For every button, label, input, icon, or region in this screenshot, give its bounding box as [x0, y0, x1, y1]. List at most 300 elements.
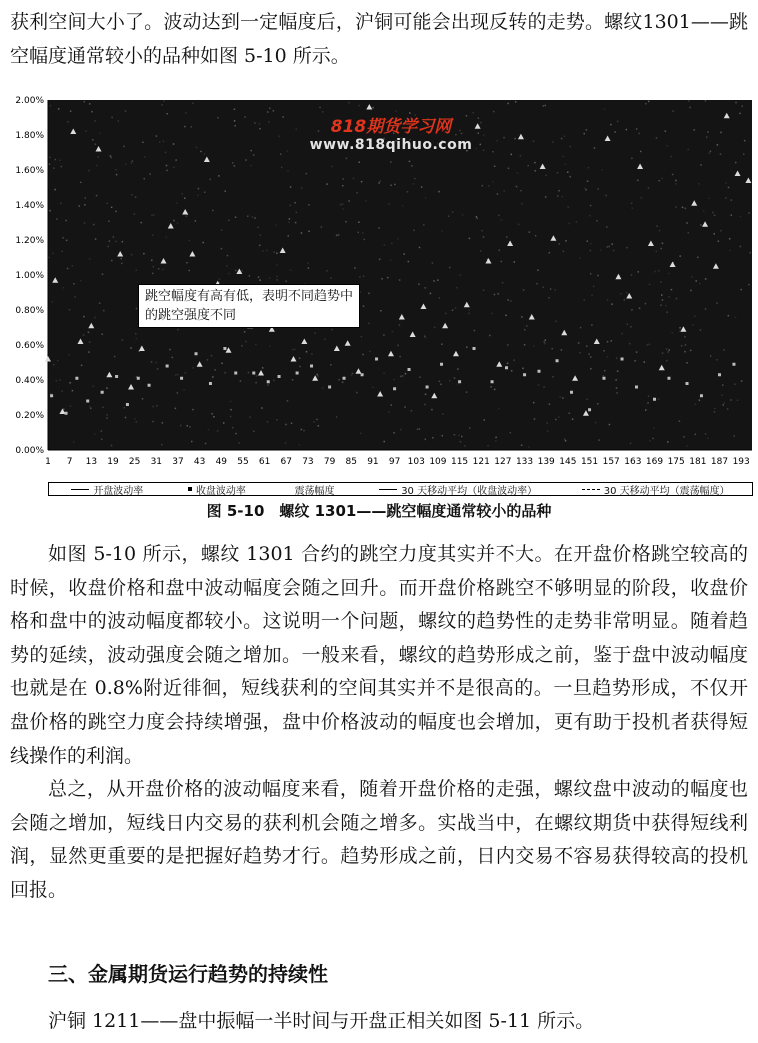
y-tick-label: 0.00%: [15, 446, 44, 456]
texture-speck: [275, 224, 277, 226]
texture-speck: [294, 202, 296, 204]
texture-speck: [267, 421, 269, 423]
texture-speck: [152, 234, 154, 236]
texture-speck: [725, 182, 727, 184]
texture-speck: [212, 376, 214, 378]
texture-speck: [514, 138, 516, 140]
texture-speck: [65, 220, 67, 222]
texture-speck: [49, 163, 51, 165]
texture-speck: [497, 193, 499, 195]
x-tick-label: 19: [107, 457, 119, 467]
texture-speck: [152, 266, 154, 268]
x-tick-label: 127: [494, 457, 512, 467]
texture-speck: [666, 311, 668, 313]
texture-speck: [290, 186, 292, 188]
texture-speck: [280, 153, 282, 155]
texture-speck: [425, 337, 427, 339]
texture-speck: [675, 183, 677, 185]
texture-speck: [278, 135, 280, 137]
texture-speck: [311, 353, 313, 355]
texture-speck: [209, 179, 211, 181]
texture-speck: [584, 299, 586, 301]
texture-speck: [317, 375, 319, 377]
texture-speck: [89, 341, 91, 343]
texture-speck: [647, 344, 649, 346]
texture-speck: [381, 278, 383, 280]
texture-speck: [383, 373, 385, 375]
texture-speck: [234, 125, 236, 127]
texture-speck: [287, 400, 289, 402]
texture-speck: [590, 368, 592, 370]
texture-speck: [734, 383, 736, 385]
x-tick-label: 67: [280, 457, 293, 467]
legend-item-range: [291, 482, 335, 497]
texture-speck: [457, 383, 459, 385]
texture-speck: [631, 203, 633, 205]
texture-speck: [56, 380, 58, 382]
texture-speck: [136, 338, 138, 340]
texture-speck: [186, 262, 188, 264]
texture-speck: [74, 296, 76, 298]
body-paragraph: 如图 5-10 所示，螺纹 1301 合约的跳空力度其实并不大。在开盘价格跳空较高的时候，收盘价格和盘中波动幅度会随之回升。而开盘价格跳空不够明显的阶段，收盘价格和盘中的波动幅度都较小。这说明一个问题，螺纹的趋势性的走势非常明显。随着趋势的延续，波动强度会随之增加。一般来看，螺纹的趋势形成之前，鉴于盘中波动幅度也就是在 0.8%附近徘徊，短线获利的空间其实并不是很高的。一旦趋势形成，不仅开盘价格的跳空力度会持续增强，盘中价格波动的幅度也会增加，更有助于投机者获得短线操作的利润。: [10, 543, 748, 767]
texture-speck: [204, 191, 206, 193]
close-point: [523, 373, 526, 376]
texture-speck: [125, 110, 127, 112]
x-tick-label: 85: [345, 457, 357, 467]
texture-speck: [94, 120, 96, 122]
texture-speck: [439, 381, 441, 383]
texture-speck: [510, 300, 512, 302]
texture-speck: [535, 235, 537, 237]
texture-speck: [667, 441, 669, 443]
texture-speck: [621, 333, 623, 335]
texture-speck: [362, 354, 364, 356]
texture-speck: [180, 425, 182, 427]
texture-speck: [606, 226, 608, 228]
close-point: [75, 377, 78, 380]
texture-speck: [63, 287, 65, 289]
texture-speck: [425, 394, 427, 396]
texture-speck: [49, 210, 51, 212]
texture-speck: [629, 343, 631, 345]
texture-speck: [379, 180, 381, 182]
texture-speck: [393, 379, 395, 381]
texture-speck: [115, 241, 117, 243]
texture-speck: [331, 166, 333, 168]
texture-speck: [466, 391, 468, 393]
texture-speck: [616, 357, 618, 359]
texture-speck: [276, 264, 278, 266]
texture-speck: [175, 159, 177, 161]
x-tick-label: 139: [537, 457, 555, 467]
texture-speck: [497, 140, 499, 142]
texture-speck: [614, 131, 616, 133]
texture-speck: [151, 361, 153, 363]
texture-speck: [561, 138, 563, 140]
texture-speck: [739, 113, 741, 115]
texture-speck: [162, 422, 164, 424]
watermark-url: www.818qihuo.com: [309, 137, 473, 153]
texture-speck: [92, 385, 94, 387]
texture-speck: [668, 296, 670, 298]
texture-speck: [52, 301, 54, 303]
texture-speck: [469, 309, 471, 311]
texture-speck: [232, 427, 234, 429]
texture-speck: [495, 440, 497, 442]
x-tick-label: 115: [450, 457, 469, 467]
texture-speck: [111, 445, 113, 447]
texture-speck: [445, 313, 447, 315]
texture-speck: [709, 152, 711, 154]
texture-speck: [424, 335, 426, 337]
x-tick-label: 163: [624, 457, 642, 467]
texture-speck: [648, 101, 650, 103]
texture-speck: [197, 195, 199, 197]
texture-speck: [414, 178, 416, 180]
texture-speck: [490, 386, 492, 388]
legend-square-icon: [188, 487, 192, 491]
texture-speck: [142, 142, 144, 144]
texture-speck: [282, 116, 284, 118]
texture-speck: [492, 181, 494, 183]
texture-speck: [308, 267, 310, 269]
texture-speck: [466, 346, 468, 348]
texture-speck: [221, 363, 223, 365]
texture-speck: [221, 248, 223, 250]
texture-speck: [634, 360, 636, 362]
texture-speck: [536, 283, 538, 285]
texture-speck: [94, 317, 96, 319]
close-point: [180, 377, 183, 380]
texture-speck: [723, 404, 725, 406]
texture-speck: [639, 307, 641, 309]
texture-speck: [717, 144, 719, 146]
texture-speck: [675, 206, 677, 208]
texture-speck: [611, 303, 613, 305]
texture-speck: [245, 341, 247, 343]
texture-speck: [89, 103, 91, 105]
texture-speck: [192, 409, 194, 411]
texture-speck: [690, 350, 692, 352]
texture-speck: [363, 275, 365, 277]
texture-speck: [458, 435, 460, 437]
texture-speck: [662, 352, 664, 354]
texture-speck: [130, 347, 132, 349]
texture-speck: [729, 250, 731, 252]
texture-speck: [276, 276, 278, 278]
y-tick-label: 1.20%: [15, 236, 44, 246]
texture-speck: [372, 107, 374, 109]
texture-speck: [714, 411, 716, 413]
texture-speck: [267, 384, 269, 386]
texture-speck: [234, 108, 236, 110]
texture-speck: [554, 289, 556, 291]
texture-speck: [503, 137, 505, 139]
texture-speck: [580, 327, 582, 329]
texture-speck: [749, 252, 751, 254]
texture-speck: [590, 243, 592, 245]
texture-speck: [301, 232, 303, 234]
texture-speck: [173, 143, 175, 145]
close-point: [278, 375, 281, 378]
y-tick-label: 0.60%: [15, 341, 44, 351]
texture-speck: [156, 405, 158, 407]
texture-speck: [438, 191, 440, 193]
texture-speck: [244, 331, 246, 333]
texture-speck: [469, 238, 471, 240]
legend-label: 开盘波动率: [93, 485, 144, 497]
texture-speck: [455, 307, 457, 309]
texture-speck: [631, 274, 633, 276]
texture-speck: [172, 357, 174, 359]
texture-speck: [363, 305, 365, 307]
texture-speck: [645, 409, 647, 411]
texture-speck: [705, 308, 707, 310]
texture-speck: [175, 374, 177, 376]
texture-speck: [565, 164, 567, 166]
texture-speck: [604, 109, 606, 111]
close-point: [209, 382, 212, 385]
texture-speck: [534, 162, 536, 164]
texture-speck: [681, 345, 683, 347]
texture-speck: [330, 364, 332, 366]
close-point: [310, 365, 313, 368]
texture-speck: [731, 214, 733, 216]
close-point: [700, 394, 703, 397]
texture-speck: [54, 189, 56, 191]
texture-speck: [240, 380, 242, 382]
texture-speck: [228, 220, 230, 222]
texture-speck: [586, 345, 588, 347]
texture-speck: [338, 234, 340, 236]
texture-speck: [102, 407, 104, 409]
texture-speck: [544, 105, 546, 107]
texture-speck: [88, 170, 90, 172]
texture-speck: [724, 402, 726, 404]
texture-speck: [285, 424, 287, 426]
texture-speck: [211, 413, 213, 415]
texture-speck: [675, 180, 677, 182]
texture-speck: [235, 216, 237, 218]
texture-speck: [241, 345, 243, 347]
texture-speck: [660, 281, 662, 283]
texture-speck: [521, 203, 523, 205]
texture-speck: [565, 240, 567, 242]
y-tick-label: 1.60%: [15, 166, 44, 176]
legend-label: 收盘波动率: [195, 485, 246, 497]
texture-speck: [699, 399, 701, 401]
texture-speck: [666, 145, 668, 147]
close-point: [252, 372, 255, 375]
chart-legend: [48, 482, 753, 496]
texture-speck: [587, 180, 589, 182]
texture-speck: [411, 410, 413, 412]
texture-speck: [598, 439, 600, 441]
texture-speck: [60, 203, 62, 205]
texture-speck: [686, 222, 688, 224]
texture-speck: [590, 273, 592, 275]
texture-speck: [733, 435, 735, 437]
texture-speck: [66, 240, 68, 242]
texture-speck: [390, 185, 392, 187]
texture-speck: [492, 313, 494, 315]
texture-speck: [257, 227, 259, 229]
texture-speck: [611, 340, 613, 342]
texture-speck: [392, 331, 394, 333]
texture-speck: [741, 380, 743, 382]
texture-speck: [516, 186, 518, 188]
texture-speck: [143, 253, 145, 255]
texture-speck: [648, 187, 650, 189]
texture-speck: [688, 232, 690, 234]
close-point: [408, 368, 411, 371]
texture-speck: [672, 110, 674, 112]
texture-speck: [249, 275, 251, 277]
texture-speck: [345, 221, 347, 223]
texture-speck: [661, 294, 663, 296]
texture-speck: [89, 406, 91, 408]
texture-speck: [192, 367, 194, 369]
legend-label: 30 天移动平均（震荡幅度）: [603, 485, 730, 497]
texture-speck: [649, 284, 651, 286]
close-point: [667, 377, 670, 380]
texture-speck: [616, 392, 618, 394]
texture-speck: [608, 246, 610, 248]
texture-speck: [593, 286, 595, 288]
texture-speck: [731, 199, 733, 201]
texture-speck: [84, 222, 86, 224]
texture-speck: [563, 251, 565, 253]
texture-speck: [744, 140, 746, 142]
y-tick-label: 0.80%: [15, 306, 44, 316]
texture-speck: [131, 194, 133, 196]
texture-speck: [72, 265, 74, 267]
texture-speck: [457, 368, 459, 370]
texture-speck: [454, 377, 456, 379]
texture-speck: [679, 255, 681, 257]
close-point: [223, 347, 226, 350]
texture-speck: [390, 260, 392, 262]
texture-speck: [287, 170, 289, 172]
texture-speck: [184, 372, 186, 374]
x-tick-label: 109: [429, 457, 447, 467]
texture-speck: [324, 339, 326, 341]
texture-speck: [226, 265, 228, 267]
texture-speck: [494, 166, 496, 168]
texture-speck: [134, 418, 136, 420]
texture-speck: [234, 120, 236, 122]
texture-speck: [348, 102, 350, 104]
texture-speck: [156, 135, 158, 137]
texture-speck: [597, 188, 599, 190]
texture-speck: [594, 147, 596, 149]
texture-speck: [70, 405, 72, 407]
close-point: [148, 384, 151, 387]
texture-speck: [84, 204, 86, 206]
texture-speck: [452, 310, 454, 312]
texture-speck: [712, 212, 714, 214]
texture-speck: [183, 389, 185, 391]
texture-speck: [248, 372, 250, 374]
texture-speck: [647, 402, 649, 404]
texture-speck: [637, 271, 639, 273]
texture-speck: [63, 408, 65, 410]
texture-speck: [442, 435, 444, 437]
texture-speck: [716, 359, 718, 361]
texture-speck: [607, 356, 609, 358]
texture-speck: [254, 217, 256, 219]
texture-speck: [588, 167, 590, 169]
texture-speck: [254, 122, 256, 124]
texture-speck: [620, 293, 622, 295]
texture-speck: [494, 389, 496, 391]
texture-speck: [113, 236, 115, 238]
texture-speck: [572, 418, 574, 420]
texture-speck: [106, 387, 108, 389]
texture-speck: [141, 222, 143, 224]
texture-speck: [679, 330, 681, 332]
texture-speck: [550, 288, 552, 290]
texture-speck: [492, 151, 494, 153]
texture-speck: [217, 117, 219, 119]
texture-speck: [372, 387, 374, 389]
texture-speck: [208, 429, 210, 431]
close-point: [50, 394, 53, 397]
texture-speck: [740, 216, 742, 218]
texture-speck: [111, 207, 113, 209]
texture-speck: [653, 428, 655, 430]
texture-speck: [413, 230, 415, 232]
texture-speck: [520, 155, 522, 157]
texture-speck: [384, 244, 386, 246]
texture-speck: [413, 183, 415, 185]
texture-speck: [615, 379, 617, 381]
texture-speck: [460, 275, 462, 277]
texture-speck: [645, 303, 647, 305]
texture-speck: [411, 165, 413, 167]
texture-speck: [361, 336, 363, 338]
texture-speck: [613, 250, 615, 252]
texture-speck: [173, 167, 175, 169]
body-paragraph: 总之，从开盘价格的波动幅度来看，随着开盘价格的走强，螺纹盘中波动的幅度也会随之增加，短线日内交易的获利机会随之增多。实战当中，在螺纹期货中获得短线利润，显然更重要的是把握好趋势才行。趋势形成之前，日内交易不容易获得较高的投机回报。: [10, 778, 748, 901]
x-tick-label: 1: [45, 457, 51, 467]
texture-speck: [448, 215, 450, 217]
texture-speck: [718, 240, 720, 242]
texture-speck: [656, 251, 658, 253]
texture-speck: [409, 161, 411, 163]
texture-speck: [522, 368, 524, 370]
texture-speck: [169, 349, 171, 351]
texture-speck: [68, 354, 70, 356]
texture-speck: [501, 219, 503, 221]
texture-speck: [378, 227, 380, 229]
close-point: [458, 380, 461, 383]
texture-speck: [690, 290, 692, 292]
texture-speck: [259, 245, 261, 247]
texture-speck: [322, 387, 324, 389]
texture-speck: [356, 192, 358, 194]
texture-speck: [654, 271, 656, 273]
texture-speck: [316, 374, 318, 376]
texture-speck: [517, 172, 519, 174]
texture-speck: [638, 133, 640, 135]
texture-speck: [253, 431, 255, 433]
texture-speck: [273, 251, 275, 253]
texture-speck: [214, 369, 216, 371]
texture-speck: [507, 299, 509, 301]
texture-speck: [306, 173, 308, 175]
texture-speck: [507, 344, 509, 346]
